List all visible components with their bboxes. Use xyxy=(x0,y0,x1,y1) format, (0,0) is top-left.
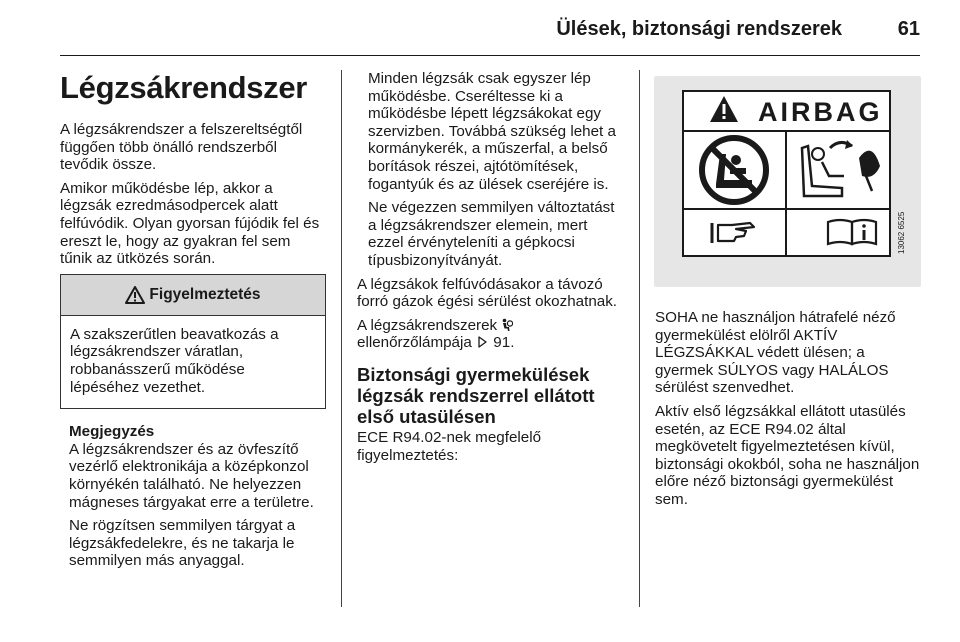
note-block xyxy=(60,423,326,570)
replacement-paragraph: Minden légzsák csak egyszer lép működésbe. Cseréltesse ki a működésbe lépett légzsákokat egy szervizben. Továbbá szükség lehet a kormánykerék, a műszerfal, a belső borítások részei, ajtótömítések, fogantyúk és az ülések cseréjére is. xyxy=(368,70,616,193)
warning-box xyxy=(60,274,326,409)
label-code: 13062 6525 xyxy=(897,211,906,254)
column-divider-2 xyxy=(639,70,640,607)
front-facing-paragraph: Aktív első légzsákkal ellátott utasülés esetén, az ECE R94.02 által megkövetelt figyelmeztetésen kívül, biztonsági okokból, soha ne használjon előre néző biztonsági gyermekülést sem. xyxy=(655,402,920,508)
page-reference-arrow-icon xyxy=(478,336,487,348)
section-heading: Légzsákrendszer xyxy=(60,70,308,105)
airbag-warning-lamp-icon xyxy=(501,318,513,332)
column-3 xyxy=(655,70,925,515)
warning-header xyxy=(61,275,325,316)
modification-paragraph: Ne végezzen semmilyen változtatást a légzsákrendszer elemein, mert ezzel érvényteleníti a gépkocsi típusbizonyítványát. xyxy=(368,199,615,269)
label-airbag-word: AIRBAG xyxy=(758,97,883,127)
hot-gas-paragraph: A légzsákok felfúvódásakor a távozó forró gázok égési sérülést okozhatnak. xyxy=(357,275,618,311)
header-rule xyxy=(60,55,920,56)
warning-text: A szakszerűtlen beavatkozás a légzsákrendszer váratlan, robbanásszerű működése lépéséhez vezethet. xyxy=(70,325,279,396)
warning-triangle-icon xyxy=(125,286,145,304)
never-rear-facing-paragraph: SOHA ne használjon hátrafelé néző gyermekülést elölről AKTÍV LÉGZSÁKKAL védett ülésen; a gyermek SÚLYOS vagy HALÁLOS sérülést szenvedhet. xyxy=(655,309,896,397)
intro-paragraph: A légzsákrendszer a felszereltségtől függően több önálló rendszerből tevődik össze. xyxy=(60,121,303,174)
note-text-2: Ne rögzítsen semmilyen tárgyat a légzsákfedelekre, és ne takarja le semmilyen más anyaggal. xyxy=(69,517,296,570)
lamp-prefix: A légzsákrendszerek xyxy=(357,316,498,334)
header-title: Ülések, biztonsági rendszerek xyxy=(556,18,842,40)
airbag-label-illustration xyxy=(654,76,921,287)
warning-title: Figyelmeztetés xyxy=(149,285,261,303)
lamp-page-link[interactable]: 91. xyxy=(493,334,515,352)
deploy-paragraph: Amikor működésbe lép, akkor a légzsák ezredmásodpercek alatt felfúvódik. Olyan gyorsan fújódik fel és ereszt le, hogy az gyakran fel sem tűnik az ütközés során. xyxy=(60,179,320,268)
page-header xyxy=(0,0,960,58)
page-number: 61 xyxy=(897,18,920,40)
child-seat-heading: Biztonsági gyermekülések légzsák rendszerrel ellátott első utasülésen xyxy=(357,363,595,427)
lamp-suffix: ellenőrzőlámpája xyxy=(357,334,472,352)
note-label: Megjegyzés xyxy=(69,423,155,441)
note-text: A légzsákrendszer és az övfeszítő vezérlő elektronikája a középkonzol környékén található. Ne helyezzen mágneses tárgyakat erre a területre. xyxy=(69,440,314,511)
ece-intro: ECE R94.02-nek megfelelő figyelmeztetés: xyxy=(357,428,542,464)
airbag-warning-label xyxy=(654,76,921,287)
lamp-reference xyxy=(357,317,627,352)
column-divider-1 xyxy=(341,70,342,607)
column-2 xyxy=(357,70,627,470)
column-1 xyxy=(60,70,326,576)
